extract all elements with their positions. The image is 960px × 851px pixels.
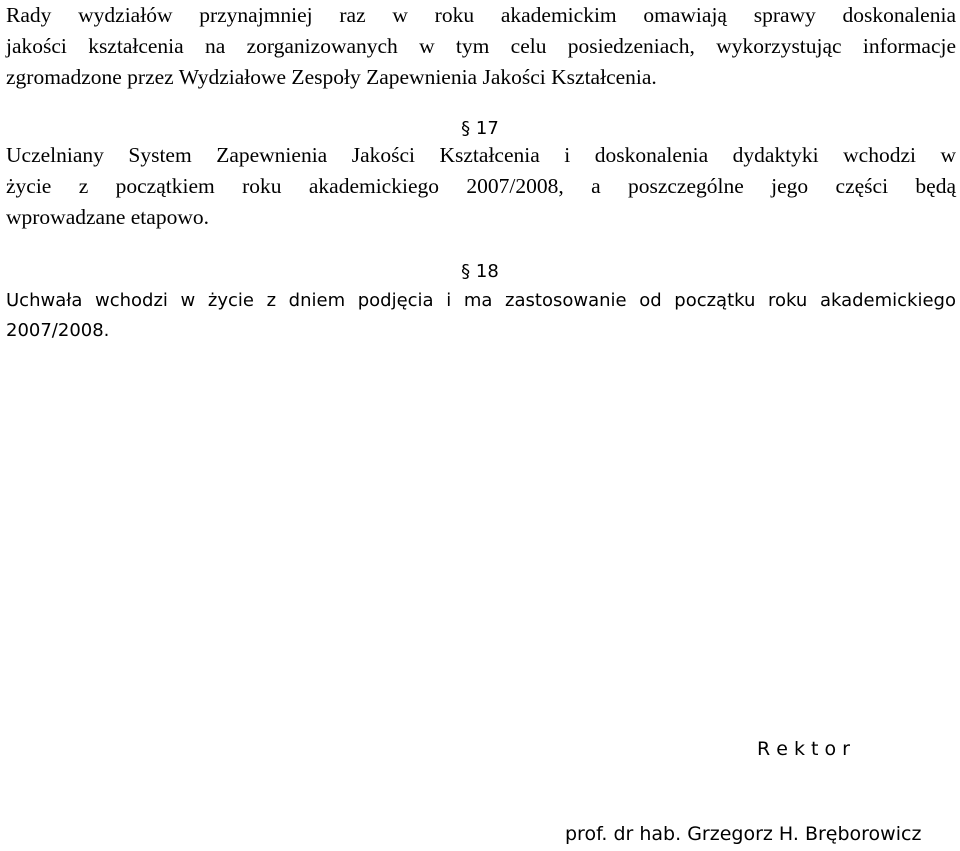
section-number: 17 <box>475 118 499 139</box>
section-18-line-1: Uchwała wchodzi w życie z dniem podjęcia i ma zastosowanie od początku roku akademickiego <box>6 290 956 311</box>
section-symbol: § <box>461 118 471 139</box>
intro-line-2: jakości kształcenia na zorganizowanych w tym celu posiedzeniach, wykorzystując informacje <box>6 34 956 58</box>
signature-title: R e k t o r <box>757 738 850 760</box>
section-18-paragraph <box>6 286 956 346</box>
section-17-line-1: Uczelniany System Zapewnienia Jakości Kształcenia i doskonalenia dydaktyki wchodzi w <box>6 143 956 167</box>
section-number: 18 <box>475 261 499 282</box>
signature-name: prof. dr hab. Grzegorz H. Bręborowicz <box>565 823 922 845</box>
section-18-heading <box>0 257 960 287</box>
section-17-line-3: wprowadzane etapowo. <box>6 205 209 229</box>
section-17-paragraph <box>6 140 956 233</box>
intro-paragraph <box>6 0 956 93</box>
intro-line-3: zgromadzone przez Wydziałowe Zespoły Zapewnienia Jakości Kształcenia. <box>6 65 657 89</box>
section-symbol: § <box>461 261 471 282</box>
section-18-line-2: 2007/2008. <box>6 320 110 341</box>
section-17-line-2: życie z początkiem roku akademickiego 2007/2008, a poszczególne jego części będą <box>6 174 956 198</box>
intro-line-1: Rady wydziałów przynajmniej raz w roku akademickim omawiają sprawy doskonalenia <box>6 3 956 27</box>
